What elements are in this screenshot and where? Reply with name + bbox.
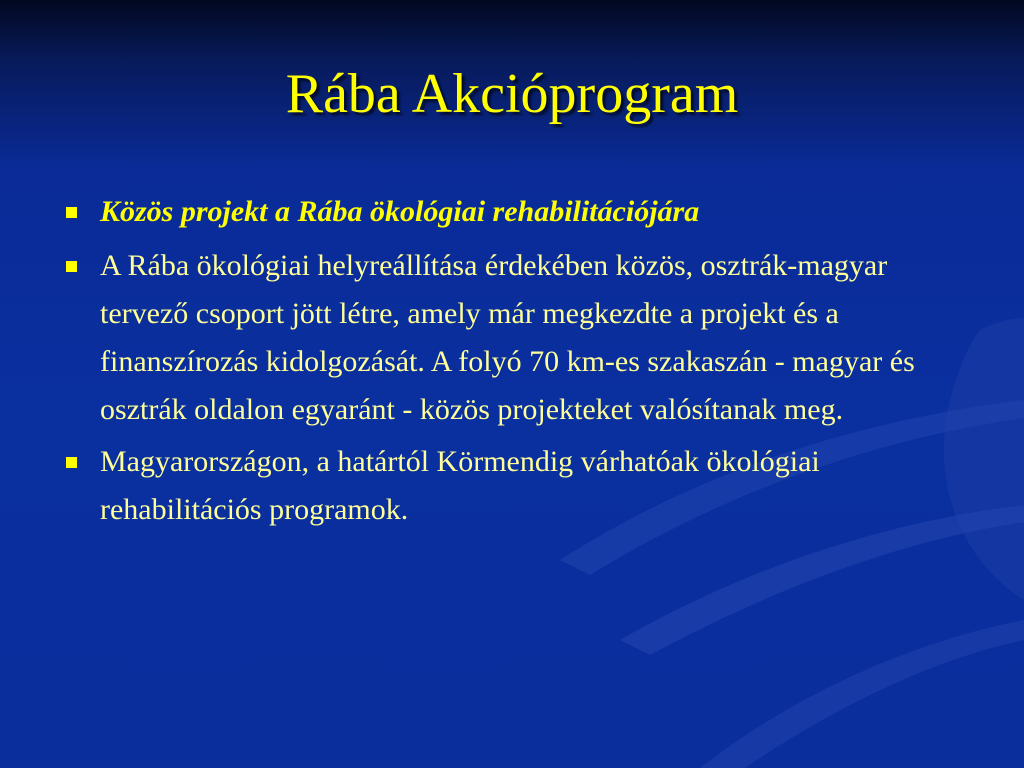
square-bullet-icon — [66, 207, 77, 218]
bullet-item-hungary — [0, 438, 1024, 534]
square-bullet-icon — [66, 261, 77, 272]
bullet-text: Közös projekt a Rába ökológiai rehabilitációjára — [100, 195, 700, 228]
slide-title: Rába Akcióprogram — [285, 63, 739, 125]
bullet-item-project — [0, 188, 1024, 236]
bullet-list — [0, 188, 1024, 534]
bullet-text: Magyarországon, a határtól Körmendig várhatóak ökológiai rehabilitációs programok. — [100, 445, 820, 526]
bullet-text: A Rába ökológiai helyreállítása érdekében közös, osztrák-magyar tervező csoport jött létre, amely már megkezdte a projekt és a finanszírozás kidolgozását. A folyó 70 km-es szakaszán - magyar és osztrák oldalon egyaránt - közös projekteket valósítanak meg. — [100, 249, 915, 426]
square-bullet-icon — [66, 457, 77, 468]
bullet-item-restoration — [0, 242, 1024, 434]
